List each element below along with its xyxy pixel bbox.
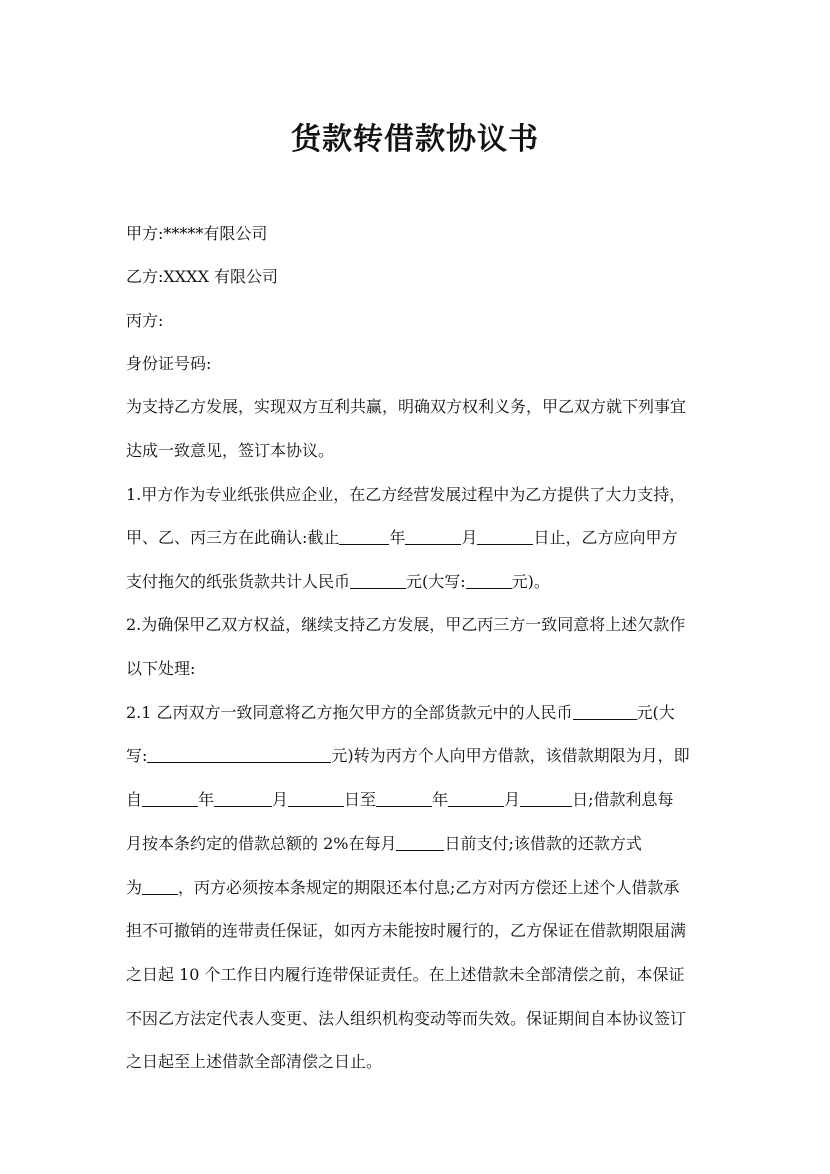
clause1-text: 月: [461, 528, 478, 547]
clause21-text: ，丙方必须按本条规定的期限还本付息;乙方对丙方偿还上述个人借款承: [178, 878, 680, 897]
clause1-text: 元)。: [511, 572, 550, 591]
blank-field: [477, 530, 533, 545]
blank-field: [147, 748, 331, 763]
clause21-text: 日前支付;该借款的还款方式: [444, 834, 642, 853]
clause21-line-4: [126, 834, 726, 854]
clause21-line-8: 不因乙方法定代表人变更、法人组织机构变动等而失效。保证期间自本协议签订: [126, 1009, 687, 1028]
clause21-text: 日至: [344, 790, 377, 809]
blank-field: [214, 792, 272, 807]
blank-field: [396, 836, 444, 851]
clause21-line-5: [126, 878, 726, 898]
clause1-line-3: [126, 572, 726, 592]
id-number-line: 身份证号码:: [126, 354, 212, 373]
party-c-line: 丙方:: [126, 311, 164, 330]
clause1-line-1: 1.甲方作为专业纸张供应企业，在乙方经营发展过程中为乙方提供了大力支持，: [126, 485, 686, 504]
intro-line-2: 达成一致意见，签订本协议。: [126, 441, 335, 460]
clause21-text: 日;借款利息每: [572, 790, 674, 809]
blank-field: [376, 792, 432, 807]
clause21-text: 2.1 乙丙双方一致同意将乙方拖欠甲方的全部货款元中的人民币: [126, 703, 573, 722]
clause21-text: 写:: [126, 746, 148, 765]
blank-field: [339, 530, 389, 545]
blank-field: [142, 792, 198, 807]
clause21-line-9: 之日起至上述借款全部清偿之日止。: [126, 1052, 383, 1071]
clause1-text: 日止，乙方应向甲方: [533, 528, 678, 547]
clause21-line-7: 之日起 10 个工作日内履行连带保证责任。在上述借款未全部清偿之前，本保证: [126, 965, 685, 984]
blank-field: [405, 530, 461, 545]
clause1-text: 支付拖欠的纸张货款共计人民币: [126, 572, 351, 591]
blank-field: [448, 792, 504, 807]
blank-field: [520, 792, 572, 807]
clause21-text: 年: [198, 790, 215, 809]
clause21-line-3: [126, 790, 726, 810]
clause21-text: 月: [504, 790, 521, 809]
clause21-line-1: [126, 703, 726, 723]
clause21-text: 年: [432, 790, 449, 809]
clause2-line-1: 2.为确保甲乙双方权益，继续支持乙方发展，甲乙丙三方一致同意将上述欠款作: [126, 615, 686, 634]
blank-field: [573, 705, 637, 720]
intro-line-1: 为支持乙方发展，实现双方互利共赢，明确双方权利义务，甲乙双方就下列事宜: [126, 397, 687, 416]
party-b-line: 乙方:XXXX 有限公司: [126, 267, 279, 286]
clause1-text: 年: [389, 528, 406, 547]
clause21-text: 元(大: [636, 703, 675, 722]
clause1-line-2: [126, 528, 726, 548]
clause21-text: 元)转为丙方个人向甲方借款，该借款期限为月，即: [331, 746, 690, 765]
clause21-line-6: 担不可撤销的连带责任保证，如丙方未能按时履行的，乙方保证在借款期限届满: [126, 921, 687, 940]
clause21-text: 月按本条约定的借款总额的 2%在每月: [126, 834, 397, 853]
clause2-line-2: 以下处理:: [126, 659, 196, 678]
party-a-line: 甲方:*****有限公司: [126, 224, 268, 243]
clause21-line-2: [126, 746, 726, 766]
clause1-text: 元(大写:: [406, 572, 466, 591]
clause21-text: 月: [272, 790, 289, 809]
clause21-text: 为: [126, 878, 143, 897]
blank-field: [350, 574, 406, 589]
blank-field: [288, 792, 344, 807]
blank-field: [142, 880, 178, 895]
document-title: 货款转借款协议书: [291, 122, 539, 157]
clause21-text: 自: [126, 790, 143, 809]
blank-field: [466, 574, 512, 589]
clause1-text: 甲、乙、丙三方在此确认:截止: [126, 528, 340, 547]
